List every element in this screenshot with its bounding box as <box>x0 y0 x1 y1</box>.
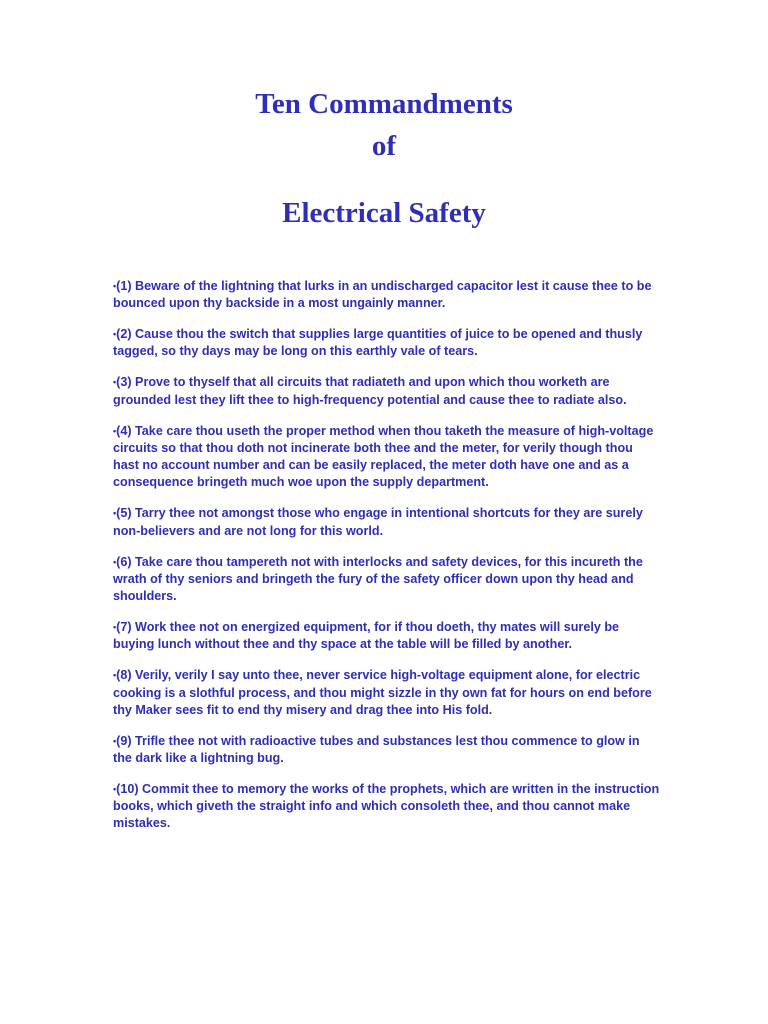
bullet-icon: • <box>113 735 117 746</box>
list-item-text: (7) Work thee not on energized equipment, for if thou doeth, thy mates will surely be buying lunch without thee and thy space at the table will be filled by another. <box>113 620 620 652</box>
list-item <box>113 554 661 606</box>
list-item-text: (5) Tarry thee not amongst those who engage in intentional shortcuts for they are surely non-believers and are not long for this world. <box>113 506 643 538</box>
list-item <box>113 733 661 768</box>
list-item-text: (6) Take care thou tampereth not with interlocks and safety devices, for this incureth the wrath of thy seniors and bringeth the fury of the safety officer down upon thy head and shoulders. <box>113 554 643 604</box>
list-item-text: (9) Trifle thee not with radioactive tubes and substances lest thou commence to glow in the dark like a lightning bug. <box>113 733 640 765</box>
bullet-icon: • <box>113 670 117 681</box>
list-item-text: (4) Take care thou useth the proper method when thou taketh the measure of high-voltage circuits so that thou doth not incinerate both thee and the meter, for verily though thou hast no account number and can be easily replaced, the meter doth have one and as a consequence bringeth much woe upon the supply department. <box>113 423 654 490</box>
bullet-icon: • <box>113 783 117 794</box>
list-item-text: (2) Cause thou the switch that supplies large quantities of juice to be opened and thusly tagged, so thy days may be long on this earthly vale of tears. <box>113 327 643 359</box>
list-item-text: (3) Prove to thyself that all circuits that radiateth and upon which thou worketh are grounded lest they lift thee to high-frequency potential and cause thee to radiate also. <box>113 375 627 407</box>
list-item <box>113 505 661 540</box>
title-line-3: Electrical Safety <box>282 197 486 229</box>
list-item <box>113 278 661 313</box>
list-item <box>113 374 661 409</box>
title-block <box>0 84 768 233</box>
title-line-1: Ten Commandments <box>255 88 513 120</box>
list-item <box>113 619 661 654</box>
bullet-icon: • <box>113 329 117 340</box>
bullet-icon: • <box>113 508 117 519</box>
list-item-text: (8) Verily, verily I say unto thee, never service high-voltage equipment alone, for electric cooking is a slothful process, and thou might sizzle in thy own fat for hours on end before thy Maker sees fit to end thy misery and drag thee into His fold. <box>113 668 652 717</box>
bullet-icon: • <box>113 425 117 436</box>
list-item-text: (1) Beware of the lightning that lurks in an undischarged capacitor lest it cause thee to be bounced upon thy backside in a most ungainly manner. <box>113 279 652 311</box>
bullet-icon: • <box>113 622 117 633</box>
list-item <box>113 423 661 492</box>
commandments-list <box>113 278 661 846</box>
list-item <box>113 667 661 719</box>
bullet-icon: • <box>113 556 117 567</box>
list-item-text: (10) Commit thee to memory the works of the prophets, which are written in the instruction books, which giveth the straight info and which consoleth thee, and thou cannot make mistakes. <box>113 781 660 831</box>
bullet-icon: • <box>113 281 117 291</box>
bullet-icon: • <box>113 377 117 388</box>
list-item <box>113 781 661 833</box>
title-line-2: of <box>371 130 397 162</box>
list-item <box>113 326 661 361</box>
